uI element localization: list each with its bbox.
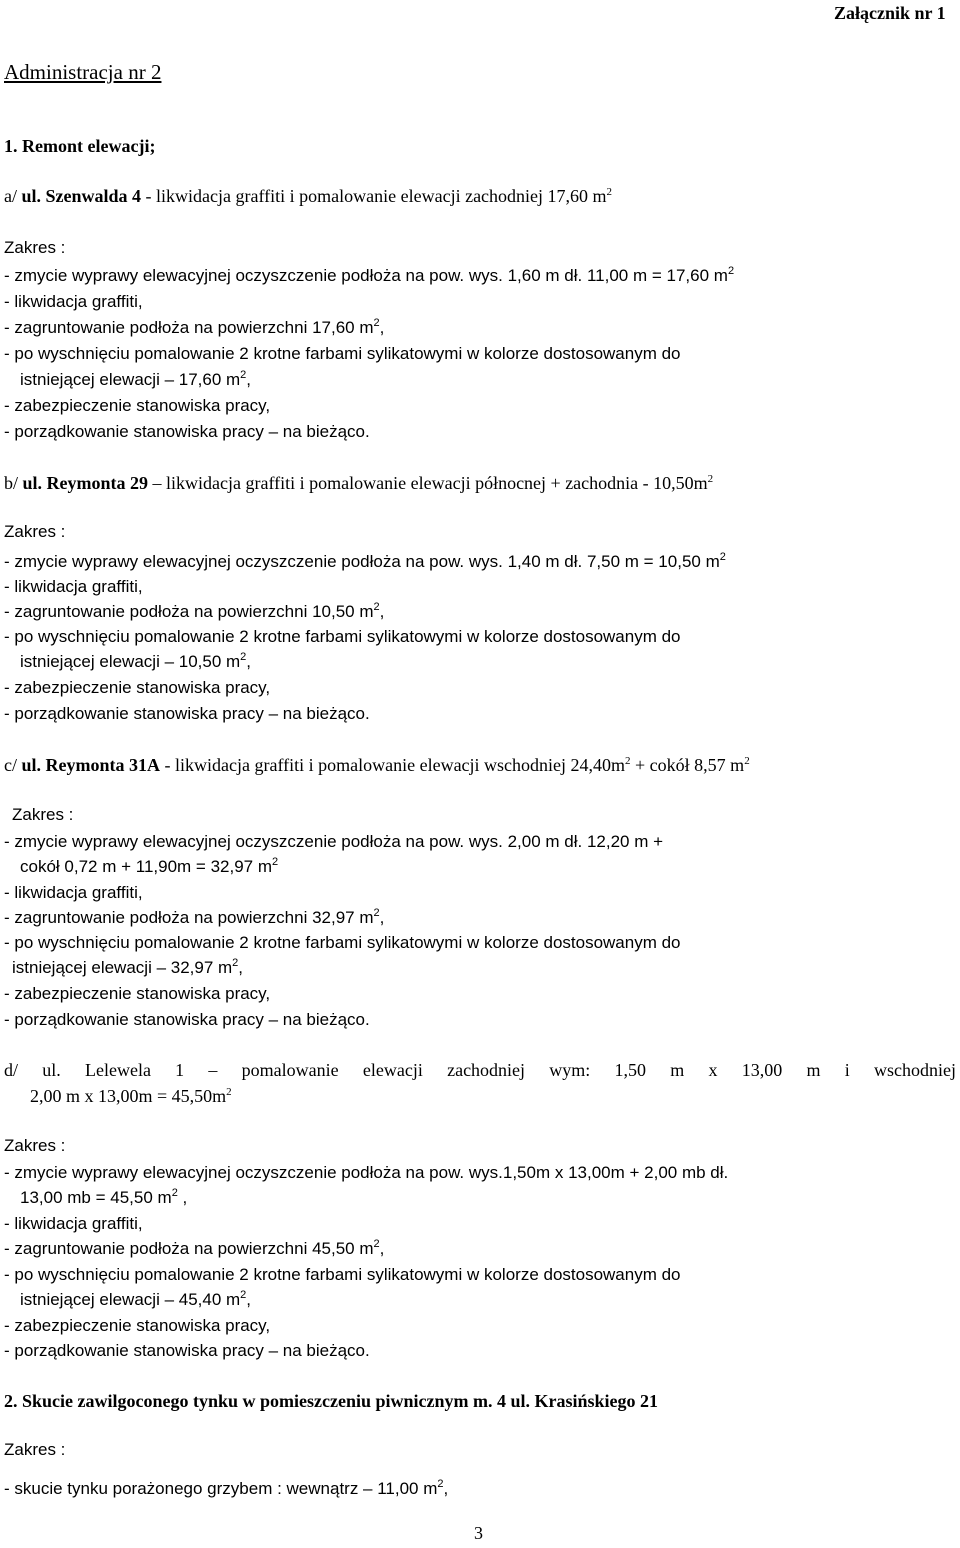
item-a-zakres: Zakres : bbox=[4, 238, 66, 257]
item-a-line: - likwidacja graffiti, bbox=[4, 292, 143, 311]
annex-label: Załącznik nr 1 bbox=[834, 3, 946, 23]
item-c-title: c/ ul. Reymonta 31A - likwidacja graffiti i pomalowanie elewacji wschodniej $24,40m^2$ + cokół 8,57 $m^2$ bbox=[4, 755, 750, 775]
item-d-line: - likwidacja graffiti, bbox=[4, 1214, 143, 1233]
item-d-title: d/ ul. Lelewela 1 – pomalowanie elewacji zachodniej wym: 1,50 m x 13,00 m i wschodniej bbox=[4, 1060, 956, 1080]
item-b-line: - zabezpieczenie stanowiska pracy, bbox=[4, 678, 271, 697]
item-a-line: - zmycie wyprawy elewacyjnej oczyszczenie podłoża na pow. wys. 1,60 m dł. 11,00 m = 17,60 $m^2$ bbox=[4, 265, 735, 285]
item-b-line: - po wyschnięciu pomalowanie 2 krotne farbami sylikatowymi w kolorze dostosowanym do bbox=[4, 627, 681, 646]
item-c-line: - zmycie wyprawy elewacyjnej oczyszczenie podłoża na pow. wys. 2,00 m dł. 12,20 m + bbox=[4, 832, 664, 851]
item-c-line: - zagruntowanie podłoża na powierzchni 32,97 $m^2$, bbox=[4, 907, 385, 927]
item-d-line: 13,00 mb = 45,50 $m^2$ , bbox=[20, 1187, 188, 1207]
item-d-line: - zmycie wyprawy elewacyjnej oczyszczenie podłoża na pow. wys.1,50m x 13,00m + 2,00 mb dł. bbox=[4, 1163, 729, 1182]
item-b-title: b/ ul. Reymonta 29 – likwidacja graffiti i pomalowanie elewacji północnej + zachodnia - $10,50m^2$ bbox=[4, 473, 714, 493]
item-a-line: - zagruntowanie podłoża na powierzchni 17,60 $m^2$, bbox=[4, 317, 385, 337]
item-b-line: - likwidacja graffiti, bbox=[4, 577, 143, 596]
document-title: Administracja nr 2 bbox=[4, 60, 162, 84]
item-d-line: istniejącej elewacji – 45,40 $m^2$, bbox=[20, 1289, 252, 1309]
item-b-line: - zagruntowanie podłoża na powierzchni 10,50 $m^2$, bbox=[4, 601, 385, 621]
item-b-line: - porządkowanie stanowiska pracy – na bieżąco. bbox=[4, 704, 370, 723]
item-a-line: - po wyschnięciu pomalowanie 2 krotne farbami sylikatowymi w kolorze dostosowanym do bbox=[4, 344, 681, 363]
item-d-line: - zagruntowanie podłoża na powierzchni 45,50 $m^2$, bbox=[4, 1238, 385, 1258]
item-d-zakres: Zakres : bbox=[4, 1136, 66, 1155]
item-c-line: - likwidacja graffiti, bbox=[4, 883, 143, 902]
item-d-title-cont: 2,00 m x $13,00m = 45,50m^2$ bbox=[30, 1086, 232, 1106]
item-a-address: ul. Szenwalda 4 bbox=[21, 186, 142, 206]
item-a-line: istniejącej elewacji – 17,60 $m^2$, bbox=[20, 369, 252, 389]
item-c-line: cokół 0,72 m + 11,90m = 32,97 $m^2$ bbox=[20, 856, 279, 876]
item-c-line: - zabezpieczenie stanowiska pracy, bbox=[4, 984, 271, 1003]
item-a-line: - porządkowanie stanowiska pracy – na bieżąco. bbox=[4, 422, 370, 441]
item-c-line: istniejącej elewacji – 32,97 $m^2$, bbox=[12, 957, 244, 977]
item-a-line: - zabezpieczenie stanowiska pracy, bbox=[4, 396, 271, 415]
section-2-zakres: Zakres : bbox=[4, 1440, 66, 1459]
item-d-line: - zabezpieczenie stanowiska pracy, bbox=[4, 1316, 271, 1335]
item-b-line: - zmycie wyprawy elewacyjnej oczyszczenie podłoża na pow. wys. 1,40 m dł. 7,50 m = 10,50 $m^2$ bbox=[4, 551, 726, 571]
item-d-line: - po wyschnięciu pomalowanie 2 krotne farbami sylikatowymi w kolorze dostosowanym do bbox=[4, 1265, 681, 1284]
section-1-heading: 1. Remont elewacji; bbox=[4, 136, 156, 156]
item-a-title: a/ ul. Szenwalda 4 - likwidacja graffiti i pomalowanie elewacji zachodniej 17,60 $m^2$ bbox=[4, 186, 613, 206]
item-c-line: - porządkowanie stanowiska pracy – na bieżąco. bbox=[4, 1010, 370, 1029]
item-d-line: - porządkowanie stanowiska pracy – na bieżąco. bbox=[4, 1341, 370, 1360]
page-number: 3 bbox=[474, 1523, 483, 1543]
item-c-zakres: Zakres : bbox=[12, 805, 74, 824]
item-b-line: istniejącej elewacji – 10,50 $m^2$, bbox=[20, 651, 252, 671]
section-2-heading: 2. Skucie zawilgoconego tynku w pomieszczeniu piwnicznym m. 4 ul. Krasińskiego 21 bbox=[4, 1391, 659, 1411]
item-b-zakres: Zakres : bbox=[4, 522, 66, 541]
item-c-line: - po wyschnięciu pomalowanie 2 krotne farbami sylikatowymi w kolorze dostosowanym do bbox=[4, 933, 681, 952]
item-c-address: ul. Reymonta 31A bbox=[21, 755, 160, 775]
section-2-line: - skucie tynku porażonego grzybem : wewnątrz – 11,00 $m^2$, bbox=[4, 1478, 449, 1498]
item-b-address: ul. Reymonta 29 bbox=[22, 473, 149, 493]
